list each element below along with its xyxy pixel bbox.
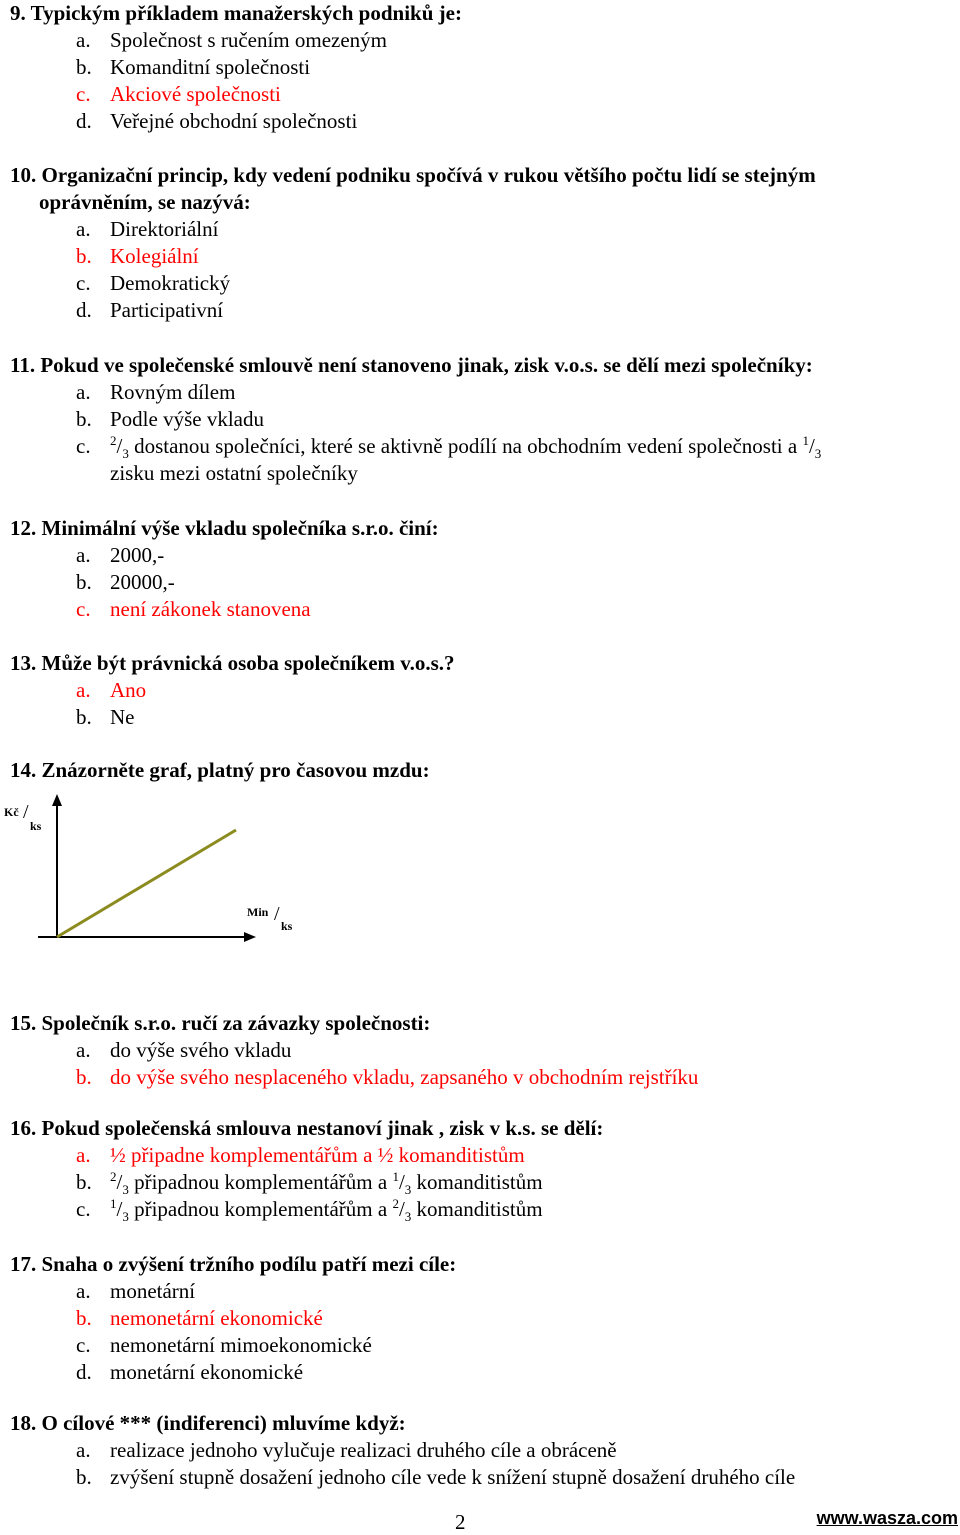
series-line [57, 830, 236, 937]
question-number: 15. [10, 1011, 37, 1035]
question-text-line2: oprávněním, se nazývá: [39, 190, 251, 214]
question-number: 17. [10, 1252, 37, 1276]
question-text: Typickým příkladem manažerských podniků je: [30, 1, 462, 25]
question-text: Může být právnická osoba společníkem v.o.s.? [41, 651, 455, 675]
option-12b: b. 20000,- [76, 570, 175, 594]
option-9a: a. Společnost s ručením omezeným [76, 28, 388, 52]
question-number: 16. [10, 1116, 37, 1140]
question-number: 18. [10, 1411, 37, 1435]
question-16 [10, 1115, 930, 1142]
y-axis-arrow [52, 794, 62, 806]
question-number: 10. [10, 163, 37, 187]
x-axis-label-main: Min [247, 905, 269, 919]
question-14 [10, 757, 930, 784]
option-13a: a. Ano [76, 678, 147, 702]
option-11b: b. Podle výše vkladu [76, 407, 264, 431]
option-10d: d. Participativní [76, 298, 224, 322]
option-12a: a. 2000,- [76, 543, 165, 567]
question-text: Znázorněte graf, platný pro časovou mzdu: [41, 758, 430, 782]
question-number: 12. [10, 516, 37, 540]
question-text: O cílové *** (indiferenci) mluvíme když: [41, 1411, 406, 1435]
question-text: Pokud ve společenské smlouvě není stanoveno jinak, zisk v.o.s. se dělí mezi společníky: [40, 353, 813, 377]
option-15a: a. do výše svého vkladu [76, 1038, 292, 1062]
option-17a: a. monetární [76, 1279, 196, 1303]
option-11a: a. Rovným dílem [76, 380, 236, 404]
option-16a: a. ½ připadne komplementářům a ½ komanditistům [76, 1143, 525, 1167]
option-9b: b. Komanditní společnosti [76, 55, 311, 79]
question-text: Společník s.r.o. ručí za závazky společnosti: [41, 1011, 431, 1035]
option-13b: b. Ne [76, 705, 135, 729]
wage-chart [0, 790, 320, 960]
option-9c: c. Akciové společnosti [76, 82, 281, 106]
x-axis-label-slash: / [274, 903, 280, 925]
option-17d: d. monetární ekonomické [76, 1360, 304, 1384]
question-number: 14. [10, 758, 37, 782]
option-16c: c. $^1/_3$ připadnou komplementářům a $^2/_3$ komanditistům [76, 1196, 543, 1225]
question-text: Minimální výše vkladu společníka s.r.o. činí: [41, 516, 439, 540]
question-12 [10, 515, 930, 542]
question-13 [10, 650, 930, 677]
question-number: 11. [10, 353, 36, 377]
x-axis-arrow [244, 932, 256, 942]
option-9d: d. Veřejné obchodní společnosti [76, 109, 358, 133]
wage-chart-svg [0, 790, 320, 960]
option-10b: b. Kolegiální [76, 244, 199, 268]
question-number: 13. [10, 651, 37, 675]
question-10 [10, 162, 930, 216]
y-axis-label-sub: ks [30, 819, 42, 833]
page-number: 2 [455, 1510, 466, 1534]
y-axis-label-main: Kč [4, 805, 19, 819]
question-text: Pokud společenská smlouva nestanoví jinak , zisk v k.s. se dělí: [41, 1116, 604, 1140]
question-15 [10, 1010, 930, 1037]
question-11 [10, 352, 930, 379]
option-15b: b. do výše svého nesplaceného vkladu, zapsaného v obchodním rejstříku [76, 1065, 699, 1089]
footer-website-link[interactable]: www.wasza.com [816, 1508, 958, 1528]
question-text: Organizační princip, kdy vedení podniku spočívá v rukou většího počtu lidí se stejným [41, 163, 816, 187]
option-17c: c. nemonetární mimoekonomické [76, 1333, 372, 1357]
question-text: Snaha o zvýšení tržního podílu patří mezi cíle: [41, 1252, 457, 1276]
option-16b: b. $^2/_3$ připadnou komplementářům a $^1/_3$ komanditistům [76, 1169, 543, 1198]
option-18a: a. realizace jednoho vylučuje realizaci druhého cíle a obráceně [76, 1438, 617, 1462]
option-10c: c. Demokratický [76, 271, 231, 295]
option-12c: c. není zákonek stanovena [76, 597, 311, 621]
question-17 [10, 1251, 930, 1278]
question-18 [10, 1410, 930, 1437]
question-9 [10, 0, 930, 27]
option-18b: b. zvýšení stupně dosažení jednoho cíle vede k snížení stupně dosažení druhého cíle [76, 1465, 796, 1489]
x-axis-label-sub: ks [281, 919, 293, 933]
option-17b: b. nemonetární ekonomické [76, 1306, 323, 1330]
question-number: 9. [10, 1, 26, 25]
y-axis-label-slash: / [23, 801, 29, 823]
option-10a: a. Direktoriální [76, 217, 219, 241]
option-11c: c. $^2/_3$ dostanou společníci, které se aktivně podílí na obchodním vedení společnosti a $^1/_3$ zisku mezi ostatní společníky [76, 433, 822, 485]
